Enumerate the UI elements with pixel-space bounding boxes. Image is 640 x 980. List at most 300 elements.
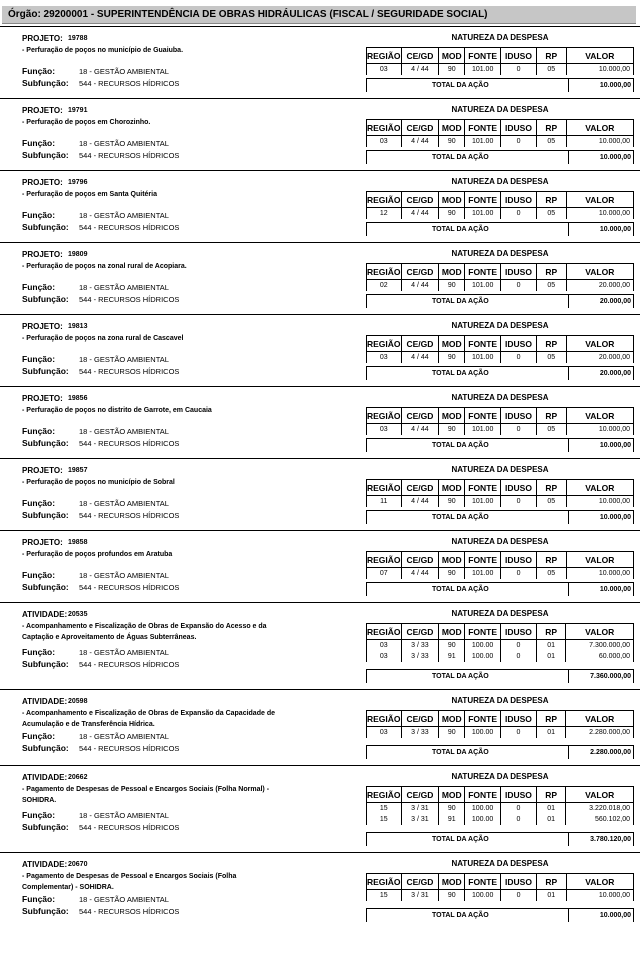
action-kind: ATIVIDADE:: [22, 610, 68, 619]
table-cell: 4 / 44: [401, 568, 439, 579]
table-cell: 05: [536, 424, 566, 435]
subfuncao-label: Subfunção:: [22, 366, 69, 376]
natureza-title: NATUREZA DA DESPESA: [451, 249, 549, 258]
table-cell: 100.00: [465, 640, 501, 651]
action-line: [22, 772, 352, 806]
table-cell: 4 / 44: [401, 496, 439, 507]
column-header: CE/GD: [401, 711, 439, 727]
column-header: RP: [536, 336, 566, 352]
table-cell: 0: [501, 64, 537, 75]
budget-blocks: [0, 26, 640, 928]
column-header: FONTE: [465, 120, 501, 136]
column-header: VALOR: [566, 192, 633, 208]
action-code: 20598: [68, 698, 88, 705]
column-header: REGIÃO: [367, 264, 402, 280]
funcao-value: 18 - GESTÃO AMBIENTAL: [79, 811, 169, 820]
table-row: [367, 424, 634, 435]
action-description: - Perfuração de poços no distrito de Garrote, em Caucaia: [22, 407, 212, 414]
action-description: - Perfuração de poços na zonal rural de Acopiara.: [22, 263, 187, 270]
action-line: [22, 33, 352, 56]
table-cell: 90: [439, 496, 465, 507]
table-cell: 100.00: [465, 814, 501, 825]
natureza-table: [366, 119, 634, 147]
table-cell: 05: [536, 280, 566, 291]
column-header: IDUSO: [501, 408, 537, 424]
column-header: VALOR: [566, 408, 633, 424]
subfuncao-label: Subfunção:: [22, 659, 69, 669]
table-cell: 0: [501, 890, 537, 901]
column-header: VALOR: [566, 711, 634, 727]
funcao-label: Função:: [22, 138, 56, 148]
action-kind: PROJETO:: [22, 466, 63, 475]
table-row: [367, 208, 634, 219]
funcao-label: Função:: [22, 282, 56, 292]
natureza-table: [366, 551, 634, 579]
funcao-value: 18 - GESTÃO AMBIENTAL: [79, 283, 169, 292]
total-value: 10.000,00: [599, 514, 631, 521]
funcao-value: 18 - GESTÃO AMBIENTAL: [79, 211, 169, 220]
natureza-table: [366, 786, 634, 825]
table-cell: 03: [367, 136, 402, 147]
column-header: IDUSO: [501, 874, 537, 890]
column-header: FONTE: [465, 408, 501, 424]
table-cell: 4 / 44: [401, 208, 439, 219]
table-cell: 90: [439, 136, 465, 147]
funcao-label: Função:: [22, 426, 56, 436]
total-value: 2.280.000,00: [590, 749, 631, 756]
funcao-label: Função:: [22, 210, 56, 220]
funcao-label: Função:: [22, 810, 56, 820]
funcao-value: 18 - GESTÃO AMBIENTAL: [79, 732, 169, 741]
table-cell: 0: [501, 280, 537, 291]
column-header: RP: [536, 624, 566, 640]
total-label: TOTAL DA AÇÃO: [432, 298, 489, 305]
budget-block: [0, 170, 640, 242]
action-code: 19796: [68, 179, 88, 186]
total-value: 20.000,00: [599, 298, 631, 305]
column-header: RP: [536, 787, 566, 803]
table-cell: 0: [501, 803, 537, 814]
action-line: [22, 609, 352, 643]
subfuncao-label: Subfunção:: [22, 294, 69, 304]
action-line: [22, 105, 352, 128]
budget-block: [0, 689, 640, 765]
action-line: [22, 393, 352, 416]
column-header: REGIÃO: [367, 874, 402, 890]
subfuncao-label: Subfunção:: [22, 582, 69, 592]
table-row: [367, 640, 634, 651]
subfuncao-value: 544 - RECURSOS HÍDRICOS: [79, 660, 180, 669]
table-cell: 3 / 33: [401, 640, 439, 651]
action-description: - Pagamento de Despesas de Pessoal e Encargos Sociais (Folha Normal) - SOHIDRA.: [22, 786, 270, 804]
table-cell: 10.000,00: [566, 496, 633, 507]
natureza-title: NATUREZA DA DESPESA: [451, 772, 549, 781]
table-cell: 100.00: [465, 651, 501, 662]
column-header: CE/GD: [401, 192, 439, 208]
column-header: REGIÃO: [367, 336, 402, 352]
column-header: FONTE: [465, 624, 501, 640]
table-cell: 10.000,00: [566, 890, 633, 901]
total-row: [366, 582, 634, 595]
budget-block: [0, 602, 640, 689]
column-header: FONTE: [465, 264, 501, 280]
column-header: FONTE: [465, 48, 501, 64]
table-cell: 05: [536, 64, 566, 75]
table-cell: 100.00: [465, 803, 501, 814]
table-row: [367, 890, 634, 901]
total-value: 3.780.120,00: [590, 836, 631, 843]
column-header: MOD: [439, 787, 465, 803]
table-cell: 02: [367, 280, 402, 291]
table-cell: 01: [536, 727, 566, 738]
subfuncao-value: 544 - RECURSOS HÍDRICOS: [79, 823, 180, 832]
subfuncao-value: 544 - RECURSOS HÍDRICOS: [79, 511, 180, 520]
column-header: FONTE: [465, 711, 501, 727]
action-line: [22, 465, 352, 488]
action-description: - Acompanhamento e Fiscalização de Obras de Expansão da Capacidade de Acumulação e de Transferência Hídrica.: [22, 710, 275, 728]
column-header: VALOR: [566, 552, 633, 568]
funcao-value: 18 - GESTÃO AMBIENTAL: [79, 67, 169, 76]
table-row: [367, 280, 634, 291]
table-cell: 90: [439, 890, 465, 901]
total-row: [366, 669, 634, 682]
column-header: MOD: [439, 264, 465, 280]
subfuncao-value: 544 - RECURSOS HÍDRICOS: [79, 223, 180, 232]
column-header: REGIÃO: [367, 48, 402, 64]
total-value: 10.000,00: [599, 912, 631, 919]
budget-block: [0, 98, 640, 170]
table-cell: 10.000,00: [566, 208, 633, 219]
table-cell: 11: [367, 496, 402, 507]
total-row: [366, 150, 634, 163]
column-header: IDUSO: [501, 552, 537, 568]
table-cell: 7.300.000,00: [566, 640, 634, 651]
column-header: VALOR: [566, 336, 633, 352]
table-cell: 0: [501, 136, 537, 147]
natureza-table: [366, 710, 634, 738]
table-cell: 10.000,00: [566, 568, 633, 579]
table-cell: 0: [501, 208, 537, 219]
column-header: FONTE: [465, 874, 501, 890]
budget-block: [0, 26, 640, 98]
subfuncao-label: Subfunção:: [22, 510, 69, 520]
subfuncao-value: 544 - RECURSOS HÍDRICOS: [79, 744, 180, 753]
table-cell: 0: [501, 568, 537, 579]
action-code: 20670: [68, 861, 88, 868]
table-cell: 10.000,00: [566, 424, 633, 435]
total-label: TOTAL DA AÇÃO: [432, 749, 489, 756]
natureza-table: [366, 191, 634, 219]
table-cell: 90: [439, 352, 465, 363]
natureza-title: NATUREZA DA DESPESA: [451, 33, 549, 42]
column-header: REGIÃO: [367, 408, 402, 424]
table-cell: 3 / 31: [401, 803, 439, 814]
column-header: REGIÃO: [367, 480, 402, 496]
column-header: VALOR: [566, 480, 633, 496]
column-header: RP: [536, 264, 566, 280]
total-label: TOTAL DA AÇÃO: [432, 226, 489, 233]
table-cell: 101.00: [465, 64, 501, 75]
column-header: REGIÃO: [367, 787, 402, 803]
table-cell: 101.00: [465, 352, 501, 363]
column-header: CE/GD: [401, 624, 439, 640]
column-header: FONTE: [465, 787, 501, 803]
table-row: [367, 814, 634, 825]
total-row: [366, 745, 634, 758]
subfuncao-label: Subfunção:: [22, 438, 69, 448]
table-cell: 4 / 44: [401, 352, 439, 363]
budget-block: [0, 765, 640, 852]
table-row: [367, 352, 634, 363]
column-header: CE/GD: [401, 874, 439, 890]
subfuncao-value: 544 - RECURSOS HÍDRICOS: [79, 79, 180, 88]
table-cell: 20.000,00: [566, 352, 633, 363]
column-header: MOD: [439, 480, 465, 496]
table-cell: 90: [439, 640, 465, 651]
total-label: TOTAL DA AÇÃO: [432, 912, 489, 919]
column-header: IDUSO: [501, 192, 537, 208]
natureza-title: NATUREZA DA DESPESA: [451, 393, 549, 402]
action-kind: PROJETO:: [22, 178, 63, 187]
table-cell: 03: [367, 64, 402, 75]
table-cell: 05: [536, 136, 566, 147]
funcao-value: 18 - GESTÃO AMBIENTAL: [79, 499, 169, 508]
table-cell: 0: [501, 352, 537, 363]
action-description: - Perfuração de poços em Santa Quitéria: [22, 191, 157, 198]
action-line: [22, 249, 352, 272]
column-header: MOD: [439, 874, 465, 890]
table-cell: 101.00: [465, 208, 501, 219]
action-line: [22, 859, 352, 893]
table-cell: 0: [501, 814, 537, 825]
action-code: 19858: [68, 539, 88, 546]
total-label: TOTAL DA AÇÃO: [432, 82, 489, 89]
column-header: RP: [536, 408, 566, 424]
column-header: CE/GD: [401, 336, 439, 352]
total-row: [366, 908, 634, 921]
column-header: MOD: [439, 408, 465, 424]
table-cell: 3 / 31: [401, 890, 439, 901]
table-cell: 10.000,00: [566, 64, 633, 75]
table-cell: 100.00: [465, 727, 501, 738]
column-header: IDUSO: [501, 264, 537, 280]
action-description: - Pagamento de Despesas de Pessoal e Encargos Sociais (Folha Complementar) - SOHIDRA.: [22, 873, 237, 891]
action-kind: PROJETO:: [22, 322, 63, 331]
column-header: RP: [536, 48, 566, 64]
funcao-value: 18 - GESTÃO AMBIENTAL: [79, 139, 169, 148]
total-label: TOTAL DA AÇÃO: [432, 514, 489, 521]
column-header: CE/GD: [401, 264, 439, 280]
total-row: [366, 222, 634, 235]
total-row: [366, 294, 634, 307]
column-header: MOD: [439, 552, 465, 568]
funcao-value: 18 - GESTÃO AMBIENTAL: [79, 895, 169, 904]
table-row: [367, 651, 634, 662]
total-value: 10.000,00: [599, 154, 631, 161]
column-header: REGIÃO: [367, 711, 402, 727]
column-header: REGIÃO: [367, 552, 402, 568]
table-row: [367, 496, 634, 507]
subfuncao-label: Subfunção:: [22, 906, 69, 916]
column-header: CE/GD: [401, 48, 439, 64]
table-cell: 05: [536, 352, 566, 363]
column-header: MOD: [439, 192, 465, 208]
table-cell: 91: [439, 814, 465, 825]
table-cell: 101.00: [465, 568, 501, 579]
table-cell: 90: [439, 424, 465, 435]
table-cell: 05: [536, 568, 566, 579]
column-header: VALOR: [566, 264, 633, 280]
table-cell: 91: [439, 651, 465, 662]
column-header: RP: [536, 192, 566, 208]
total-row: [366, 78, 634, 91]
total-value: 10.000,00: [599, 82, 631, 89]
natureza-title: NATUREZA DA DESPESA: [451, 105, 549, 114]
subfuncao-value: 544 - RECURSOS HÍDRICOS: [79, 907, 180, 916]
column-header: REGIÃO: [367, 624, 402, 640]
natureza-table: [366, 263, 634, 291]
table-row: [367, 136, 634, 147]
table-cell: 0: [501, 640, 537, 651]
action-line: [22, 177, 352, 200]
column-header: RP: [536, 874, 566, 890]
table-cell: 20.000,00: [566, 280, 633, 291]
funcao-value: 18 - GESTÃO AMBIENTAL: [79, 427, 169, 436]
natureza-title: NATUREZA DA DESPESA: [451, 609, 549, 618]
table-row: [367, 568, 634, 579]
natureza-title: NATUREZA DA DESPESA: [451, 177, 549, 186]
subfuncao-value: 544 - RECURSOS HÍDRICOS: [79, 367, 180, 376]
budget-block: [0, 458, 640, 530]
column-header: IDUSO: [501, 120, 537, 136]
budget-block: [0, 314, 640, 386]
table-cell: 90: [439, 568, 465, 579]
subfuncao-label: Subfunção:: [22, 78, 69, 88]
total-value: 10.000,00: [599, 442, 631, 449]
column-header: IDUSO: [501, 711, 537, 727]
table-cell: 03: [367, 651, 402, 662]
table-cell: 01: [536, 651, 566, 662]
table-cell: 0: [501, 496, 537, 507]
table-cell: 03: [367, 424, 402, 435]
total-value: 7.360.000,00: [590, 673, 631, 680]
table-cell: 60.000,00: [566, 651, 634, 662]
table-cell: 01: [536, 814, 566, 825]
column-header: FONTE: [465, 336, 501, 352]
total-row: [366, 438, 634, 451]
column-header: MOD: [439, 711, 465, 727]
funcao-label: Função:: [22, 498, 56, 508]
table-cell: 0: [501, 651, 537, 662]
column-header: RP: [536, 120, 566, 136]
funcao-label: Função:: [22, 731, 56, 741]
column-header: VALOR: [566, 624, 634, 640]
total-label: TOTAL DA AÇÃO: [432, 673, 489, 680]
total-label: TOTAL DA AÇÃO: [432, 586, 489, 593]
column-header: CE/GD: [401, 552, 439, 568]
column-header: CE/GD: [401, 408, 439, 424]
column-header: CE/GD: [401, 787, 439, 803]
funcao-value: 18 - GESTÃO AMBIENTAL: [79, 571, 169, 580]
table-cell: 3.220.018,00: [566, 803, 634, 814]
total-row: [366, 510, 634, 523]
table-cell: 3 / 33: [401, 651, 439, 662]
table-cell: 4 / 44: [401, 64, 439, 75]
subfuncao-value: 544 - RECURSOS HÍDRICOS: [79, 151, 180, 160]
table-cell: 90: [439, 727, 465, 738]
natureza-table: [366, 47, 634, 75]
column-header: FONTE: [465, 480, 501, 496]
action-code: 19791: [68, 107, 88, 114]
action-code: 19857: [68, 467, 88, 474]
table-cell: 01: [536, 640, 566, 651]
action-code: 19813: [68, 323, 88, 330]
action-kind: PROJETO:: [22, 250, 63, 259]
table-cell: 4 / 44: [401, 280, 439, 291]
subfuncao-label: Subfunção:: [22, 822, 69, 832]
action-line: [22, 321, 352, 344]
action-code: 20662: [68, 774, 88, 781]
budget-block: [0, 242, 640, 314]
funcao-label: Função:: [22, 647, 56, 657]
table-cell: 101.00: [465, 496, 501, 507]
natureza-title: NATUREZA DA DESPESA: [451, 465, 549, 474]
table-cell: 0: [501, 727, 537, 738]
action-description: - Perfuração de poços em Chorozinho.: [22, 119, 151, 126]
action-kind: ATIVIDADE:: [22, 773, 68, 782]
table-cell: 101.00: [465, 280, 501, 291]
column-header: VALOR: [566, 48, 633, 64]
budget-block: [0, 386, 640, 458]
column-header: CE/GD: [401, 480, 439, 496]
table-cell: 15: [367, 814, 402, 825]
total-value: 20.000,00: [599, 370, 631, 377]
column-header: FONTE: [465, 552, 501, 568]
action-kind: PROJETO:: [22, 538, 63, 547]
total-row: [366, 366, 634, 379]
column-header: IDUSO: [501, 336, 537, 352]
subfuncao-value: 544 - RECURSOS HÍDRICOS: [79, 295, 180, 304]
table-cell: 03: [367, 640, 402, 651]
action-line: [22, 537, 352, 560]
table-cell: 4 / 44: [401, 136, 439, 147]
column-header: MOD: [439, 624, 465, 640]
table-cell: 01: [536, 803, 566, 814]
column-header: CE/GD: [401, 120, 439, 136]
action-kind: ATIVIDADE:: [22, 697, 68, 706]
subfuncao-label: Subfunção:: [22, 222, 69, 232]
subfuncao-value: 544 - RECURSOS HÍDRICOS: [79, 583, 180, 592]
action-description: - Acompanhamento e Fiscalização de Obras de Expansão do Acesso e da Captação e Aproveitamento de Águas Subterrâneas.: [22, 623, 267, 641]
budget-block: [0, 852, 640, 928]
column-header: VALOR: [566, 874, 633, 890]
natureza-table: [366, 873, 634, 901]
funcao-label: Função:: [22, 66, 56, 76]
funcao-value: 18 - GESTÃO AMBIENTAL: [79, 648, 169, 657]
column-header: MOD: [439, 336, 465, 352]
funcao-label: Função:: [22, 894, 56, 904]
natureza-title: NATUREZA DA DESPESA: [451, 321, 549, 330]
total-value: 10.000,00: [599, 586, 631, 593]
table-row: [367, 64, 634, 75]
action-code: 19809: [68, 251, 88, 258]
subfuncao-label: Subfunção:: [22, 743, 69, 753]
funcao-label: Função:: [22, 354, 56, 364]
table-cell: 90: [439, 208, 465, 219]
table-cell: 07: [367, 568, 402, 579]
column-header: MOD: [439, 120, 465, 136]
table-cell: 15: [367, 890, 402, 901]
